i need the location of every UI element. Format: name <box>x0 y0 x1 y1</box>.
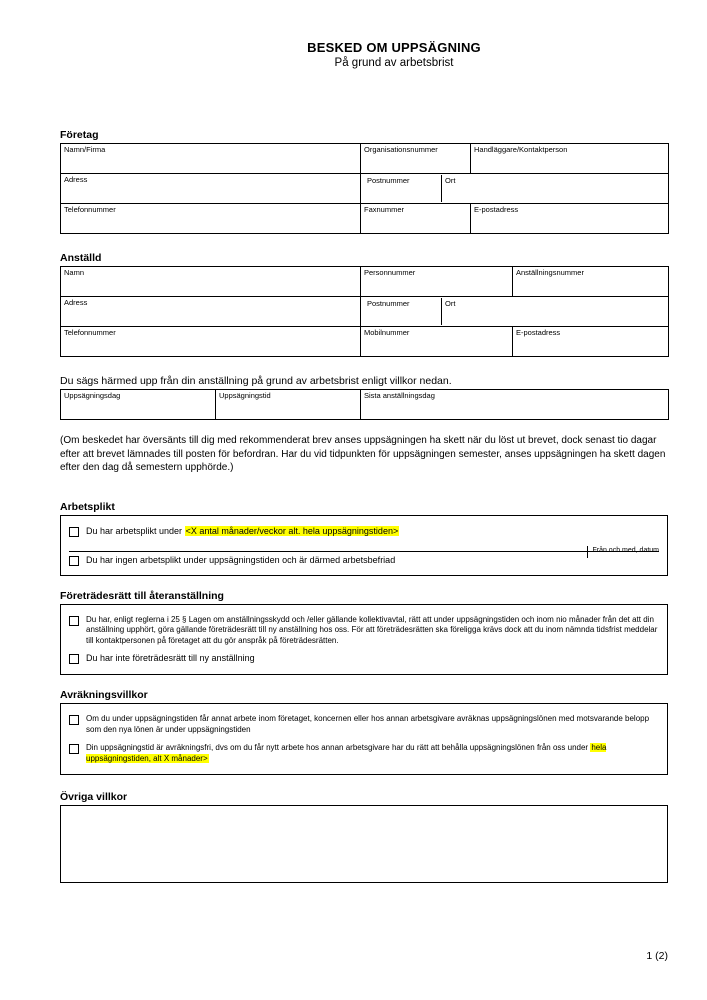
field-company-org-number[interactable]: Organisationsnummer <box>361 144 471 174</box>
field-employee-postal-city <box>361 297 669 327</box>
work-duty-box <box>60 515 668 576</box>
employee-table <box>60 266 669 357</box>
document-title: BESKED OM UPPSÄGNING <box>307 40 481 55</box>
checkbox-work-duty-partial[interactable] <box>69 527 79 537</box>
field-company-email[interactable]: E-postadress <box>471 204 669 234</box>
field-employee-postal-code[interactable]: Postnummer <box>364 298 442 325</box>
section-title-company: Företag <box>60 129 99 141</box>
table-row <box>61 390 669 420</box>
notice-lead-text: Du sägs härmed upp från din anställning på grund av arbetsbrist enligt villkor nedan. <box>60 375 452 387</box>
field-employee-mobile[interactable]: Mobilnummer <box>361 327 513 357</box>
checkbox-settlement-deduct[interactable] <box>69 715 79 725</box>
field-company-postal-code[interactable]: Postnummer <box>364 175 442 202</box>
settlement-option-1[interactable] <box>69 714 659 735</box>
work-duty-option-2[interactable] <box>69 555 659 566</box>
priority-option-2[interactable] <box>69 653 659 664</box>
settlement-box <box>60 703 668 775</box>
table-row <box>61 144 669 174</box>
checkbox-settlement-free[interactable] <box>69 744 79 754</box>
settlement-option-2-highlight: hela uppsägningstiden, alt X månader> <box>86 743 607 763</box>
work-duty-option-1[interactable] <box>69 526 659 537</box>
field-employee-email[interactable]: E-postadress <box>513 327 669 357</box>
priority-box <box>60 604 668 676</box>
document-content <box>60 40 668 883</box>
notice-table <box>60 389 669 420</box>
section-title-employee: Anställd <box>60 252 102 264</box>
table-row <box>61 327 669 357</box>
page-number: 1 (2) <box>646 950 668 962</box>
from-date-label: Från och med, datum <box>587 546 659 558</box>
priority-option-1[interactable] <box>69 615 659 647</box>
field-notice-period[interactable]: Uppsägningstid <box>216 390 361 420</box>
field-company-name[interactable]: Namn/Firma <box>61 144 361 174</box>
field-last-employment-day[interactable]: Sista anställningsdag <box>361 390 669 420</box>
field-employee-city[interactable]: Ort <box>445 299 456 308</box>
priority-option-2-label: Du har inte företrädesrätt till ny anställning <box>86 653 255 663</box>
checkbox-priority-yes[interactable] <box>69 616 79 626</box>
checkbox-priority-no[interactable] <box>69 654 79 664</box>
table-row <box>61 204 669 234</box>
field-employee-personal-number[interactable]: Personnummer <box>361 267 513 297</box>
work-duty-option-2-label: Du har ingen arbetsplikt under uppsägningstiden och är därmed arbetsbefriad <box>86 554 396 565</box>
table-row <box>61 297 669 327</box>
section-title-settlement: Avräkningsvillkor <box>60 689 148 701</box>
field-employee-address[interactable]: Adress <box>61 297 361 327</box>
section-title-other-terms: Övriga villkor <box>60 791 128 803</box>
field-employee-employment-number[interactable]: Anställningsnummer <box>513 267 669 297</box>
document-subtitle: På grund av arbetsbrist <box>334 57 454 69</box>
settlement-option-1-label: Om du under uppsägningstiden får annat arbete inom företaget, koncernen eller hos annan arbetsgivare avräknas uppsägningslönen med motsvarande belopp som den nya lönen är under uppsägningstiden <box>86 714 650 734</box>
field-company-phone[interactable]: Telefonnummer <box>61 204 361 234</box>
field-company-postal-city <box>361 174 669 204</box>
settlement-option-2[interactable] <box>69 743 659 764</box>
other-terms-input[interactable] <box>60 805 668 883</box>
field-company-city[interactable]: Ort <box>445 176 456 185</box>
section-title-work-duty: Arbetsplikt <box>60 500 115 513</box>
table-row <box>61 174 669 204</box>
section-title-priority: Företrädesrätt till återanställning <box>60 589 224 602</box>
work-duty-option-1-text: Du har arbetsplikt under <box>86 525 185 536</box>
field-notice-day[interactable]: Uppsägningsdag <box>61 390 216 420</box>
field-company-address[interactable]: Adress <box>61 174 361 204</box>
table-row <box>61 267 669 297</box>
company-table <box>60 143 669 234</box>
field-employee-phone[interactable]: Telefonnummer <box>61 327 361 357</box>
field-employee-name[interactable]: Namn <box>61 267 361 297</box>
field-company-fax[interactable]: Faxnummer <box>361 204 471 234</box>
settlement-option-2-label <box>86 743 659 764</box>
notice-note-text: (Om beskedet har översänts till dig med rekommenderat brev anses uppsägningen ha skett när du löst ut brevet, dock senast tio dagar efter att brevet lämnades till posten för befordran. Har du vid tidpunkten för uppsägningen semester, anses uppsägningen ha skett dagen efter den dag då semestern upphörde.) <box>60 435 666 473</box>
checkbox-work-duty-none[interactable] <box>69 556 79 566</box>
priority-option-1-label: Du har, enligt reglerna i 25 § Lagen om anställningsskydd och /eller gällande kollektivavtal, rätt att under uppsägningstiden och inom nio månader från det att din anställning upphört, göra gällande företrädesrätt till ny anställning hos oss. För att företrädesrätten ska föreligga krävs dock att du inom nämnda tidsfrist meddelar till kontaktpersonen på företaget att du gör anspråk på företrädesrätten. <box>86 614 658 645</box>
work-duty-option-1-highlight: <X antal månader/veckor alt. hela uppsägningstiden> <box>185 525 399 536</box>
work-duty-divider <box>69 551 659 552</box>
document-header <box>120 40 668 71</box>
settlement-option-2-text: Din uppsägningstid är avräkningsfri, dvs om du får nytt arbete hos annan arbetsgivare har du rätt att behålla uppsägningslönen från oss under <box>86 743 591 752</box>
field-company-contact[interactable]: Handläggare/Kontaktperson <box>471 144 669 174</box>
work-duty-option-1-label <box>86 526 659 537</box>
